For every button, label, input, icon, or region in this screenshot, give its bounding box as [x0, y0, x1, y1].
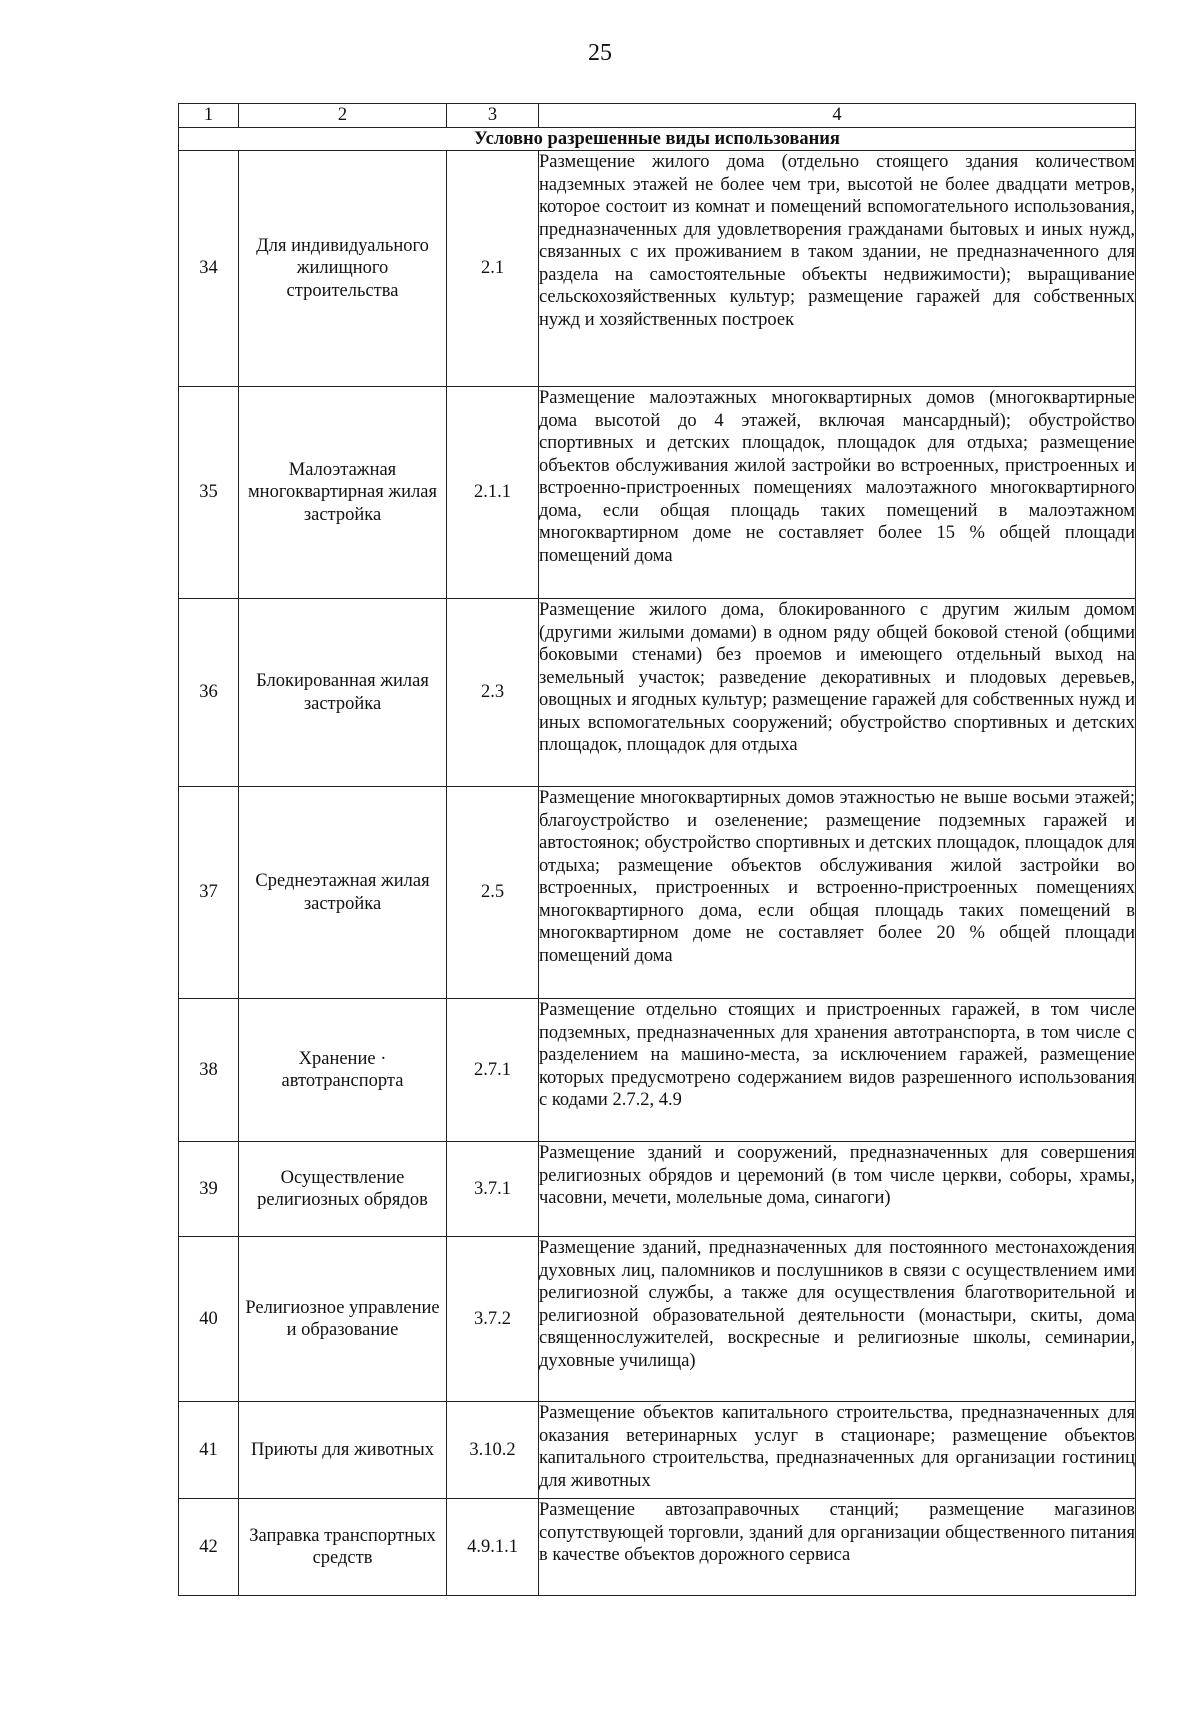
use-type-description: Размещение жилого дома (отдельно стоящего здания количеством надземных этажей не более чем три, высотой не более двадцати метров, которое состоит из комнат и помещений вспомогательного использования, предназначенных для удовлетворения гражданами бытовых и иных нужд, связанных с их проживанием в таком здании, не предназначенного для раздела на самостоятельные объекты недвижимости); выращивание сельскохозяйственных культур; размещение гаражей для собственных нужд и хозяйственных построек	[539, 151, 1136, 387]
use-type-name: Малоэтажная многоквартирная жилая застройка	[239, 387, 447, 599]
use-type-code: 2.1.1	[447, 387, 539, 599]
use-type-description: Размещение многоквартирных домов этажностью не выше восьми этажей; благоустройство и озеленение; размещение подземных гаражей и автостоянок; обустройство спортивных и детских площадок, площадок для отдыха; размещение объектов обслуживания жилой застройки во встроенных, пристроенных и встроенно-пристроенных помещениях многоквартирного дома, если общая площадь таких помещений в многоквартирном доме не составляет более 20 % общей площади помещений дома	[539, 787, 1136, 999]
column-header-4: 4	[539, 104, 1136, 128]
use-type-code: 2.3	[447, 599, 539, 787]
page-number: 25	[588, 40, 612, 66]
use-type-code: 4.9.1.1	[447, 1499, 539, 1596]
section-title: Условно разрешенные виды использования	[179, 127, 1136, 151]
use-type-name: Религиозное управление и образование	[239, 1237, 447, 1402]
use-type-name: Приюты для животных	[239, 1402, 447, 1499]
table-row	[179, 999, 1136, 1142]
use-type-description: Размещение жилого дома, блокированного с другим жилым домом (другими жилыми домами) в одном ряду общей боковой стеной (общими боковыми стенами) без проемов и имеющего отдельный выход на земельный участок; разведение декоративных и плодовых деревьев, овощных и ягодных культур; размещение гаражей для собственных нужд и иных вспомогательных сооружений; обустройство спортивных и детских площадок, площадок для отдыха	[539, 599, 1136, 787]
use-type-code: 3.7.2	[447, 1237, 539, 1402]
use-type-code: 2.5	[447, 787, 539, 999]
row-number: 37	[179, 787, 239, 999]
use-type-code: 2.1	[447, 151, 539, 387]
use-type-description: Размещение автозаправочных станций; размещение магазинов сопутствующей торговли, зданий для организации общественного питания в качестве объектов дорожного сервиса	[539, 1499, 1136, 1596]
row-number: 42	[179, 1499, 239, 1596]
table-row	[179, 387, 1136, 599]
use-type-name: Хранение · автотранспорта	[239, 999, 447, 1142]
table-row	[179, 151, 1136, 387]
column-header-1: 1	[179, 104, 239, 128]
use-type-description: Размещение зданий и сооружений, предназначенных для совершения религиозных обрядов и церемоний (в том числе церкви, соборы, храмы, часовни, мечети, молельные дома, синагоги)	[539, 1142, 1136, 1237]
row-number: 36	[179, 599, 239, 787]
use-type-code: 3.7.1	[447, 1142, 539, 1237]
table-row	[179, 1237, 1136, 1402]
use-type-name: Для индивидуального жилищного строительства	[239, 151, 447, 387]
row-number: 40	[179, 1237, 239, 1402]
use-type-name: Среднеэтажная жилая застройка	[239, 787, 447, 999]
use-type-code: 2.7.1	[447, 999, 539, 1142]
use-type-name: Осуществление религиозных обрядов	[239, 1142, 447, 1237]
row-number: 39	[179, 1142, 239, 1237]
column-header-3: 3	[447, 104, 539, 128]
column-header-2: 2	[239, 104, 447, 128]
land-use-table	[178, 103, 1136, 1596]
use-type-name: Блокированная жилая застройка	[239, 599, 447, 787]
table-row	[179, 1499, 1136, 1596]
use-type-description: Размещение малоэтажных многоквартирных домов (многоквартирные дома высотой до 4 этажей, включая мансардный); обустройство спортивных и детских площадок, площадок для отдыха; размещение объектов обслуживания жилой застройки во встроенных, пристроенных и встроенно-пристроенных помещениях малоэтажного многоквартирного дома, если общая площадь таких помещений в малоэтажном многоквартирном доме не составляет более 15 % общей площади помещений дома	[539, 387, 1136, 599]
row-number: 41	[179, 1402, 239, 1499]
use-type-description: Размещение зданий, предназначенных для постоянного местонахождения духовных лиц, паломников и послушников в связи с осуществлением ими религиозной службы, а также для осуществления благотворительной и религиозной образовательной деятельности (монастыри, скиты, дома священнослужителей, воскресные и религиозные школы, семинарии, духовные училища)	[539, 1237, 1136, 1402]
table-row	[179, 1402, 1136, 1499]
row-number: 38	[179, 999, 239, 1142]
use-type-code: 3.10.2	[447, 1402, 539, 1499]
use-type-description: Размещение отдельно стоящих и пристроенных гаражей, в том числе подземных, предназначенных для хранения автотранспорта, в том числе с разделением на машино-места, за исключением гаражей, размещение которых предусмотрено содержанием видов разрешенного использования с кодами 2.7.2, 4.9	[539, 999, 1136, 1142]
table-row	[179, 599, 1136, 787]
row-number: 34	[179, 151, 239, 387]
table-row	[179, 1142, 1136, 1237]
table-header-row	[179, 104, 1136, 128]
table-row	[179, 787, 1136, 999]
use-type-name: Заправка транспортных средств	[239, 1499, 447, 1596]
row-number: 35	[179, 387, 239, 599]
section-row	[179, 127, 1136, 151]
use-type-description: Размещение объектов капитального строительства, предназначенных для оказания ветеринарных услуг в стационаре; размещение объектов капитального строительства, предназначенных для организации гостиниц для животных	[539, 1402, 1136, 1499]
